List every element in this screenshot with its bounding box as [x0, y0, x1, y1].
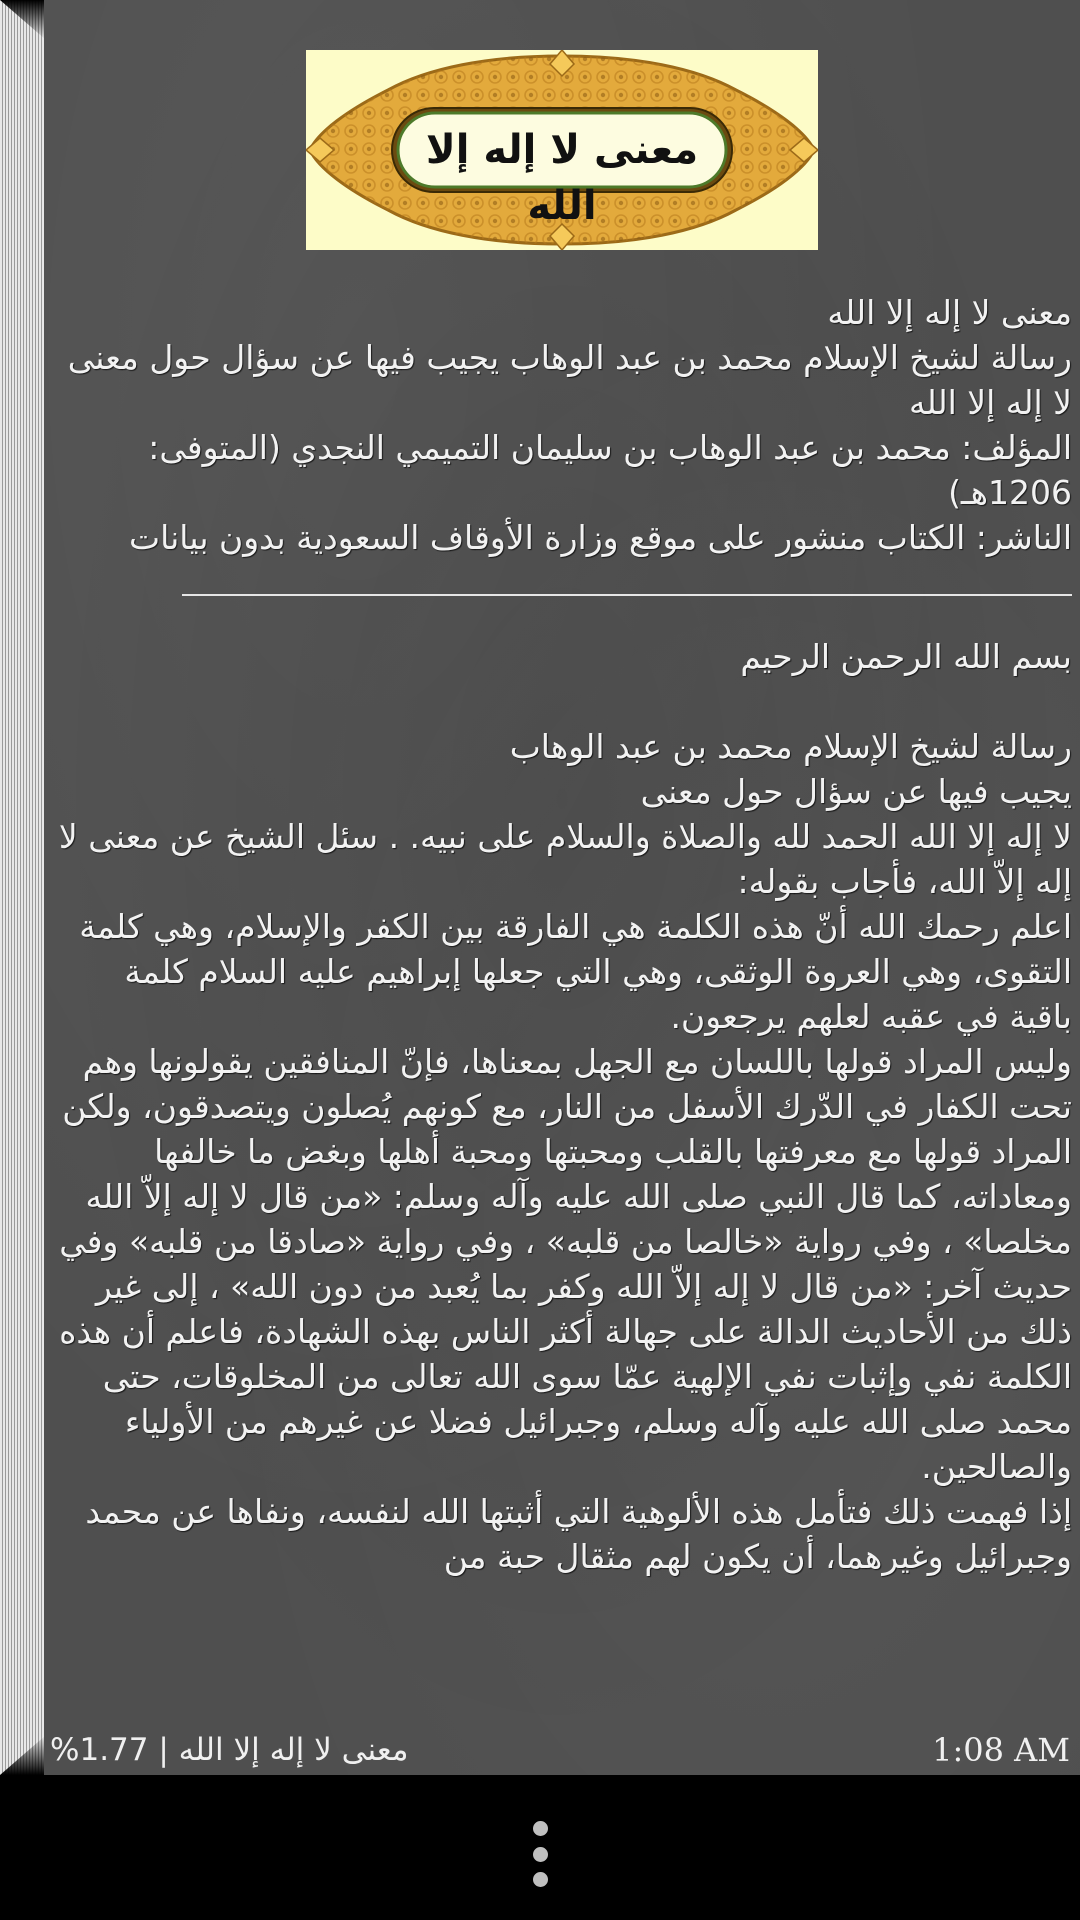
intro-line: الناشر: الكتاب منشور على موقع وزارة الأوقاف السعودية بدون بيانات — [129, 518, 1072, 557]
body-line: رسالة لشيخ الإسلام محمد بن عبد الوهاب — [509, 727, 1072, 766]
book-page-edges — [0, 0, 46, 1775]
intro-line: رسالة لشيخ الإسلام محمد بن عبد الوهاب يجيب فيها عن سؤال حول معنى لا إله إلا الله — [67, 338, 1072, 422]
menu-dot — [533, 1872, 548, 1887]
body-line: يجيب فيها عن سؤال حول معنى — [640, 772, 1072, 811]
overflow-menu-icon[interactable] — [510, 1821, 570, 1887]
title-banner — [306, 50, 818, 250]
status-separator: | — [158, 1732, 169, 1768]
section-divider — [182, 594, 1072, 596]
body-line: لا إله إلا الله الحمد لله والصلاة والسلام على نبيه. . سئل الشيخ عن معنى لا إله إلاّ الله، فأجاب بقوله: — [58, 817, 1072, 901]
intro-line: المؤلف: محمد بن عبد الوهاب بن سليمان التميمي النجدي (المتوفى: 1206هـ) — [148, 428, 1072, 512]
intro-line: معنى لا إله إلا الله — [827, 293, 1072, 332]
status-book-title: معنى لا إله إلا الله — [178, 1732, 409, 1768]
menu-dot — [533, 1847, 548, 1862]
book-text — [52, 290, 1072, 1579]
body-line: اعلم رحمك الله أنّ هذه الكلمة هي الفارقة بين الكفر والإسلام، وهي كلمة التقوى، وهي العروة الوثقى، وهي التي جعلها إبراهيم عليه السلام كلمة باقية في عقبه لعلهم يرجعون. — [79, 907, 1072, 1036]
clock: 1:08 AM — [932, 1731, 1070, 1769]
book-page[interactable] — [44, 0, 1080, 1775]
navigation-bar — [0, 1775, 1080, 1920]
reader-status-bar — [44, 1728, 1070, 1772]
banner-title: معنى لا إله إلا الله — [425, 127, 699, 229]
basmala: بسم الله الرحمن الرحيم — [740, 637, 1072, 676]
reading-progress: 1.77% — [50, 1732, 149, 1768]
paragraph-gap — [52, 679, 1072, 724]
menu-dot — [533, 1821, 548, 1836]
status-book-info — [50, 1728, 408, 1772]
body-line: إذا فهمت ذلك فتأمل هذه الألوهية التي أثبتها الله لنفسه، ونفاها عن محمد وجبرائيل وغيرهما، أن يكون لهم مثقال حبة من — [85, 1492, 1072, 1576]
body-line: وليس المراد قولها باللسان مع الجهل بمعناها، فإنّ المنافقين يقولونها وهم تحت الكفار في الدّرك الأسفل من النار، مع كونهم يُصلون ويتصدقون، ولكن المراد قولها مع معرفتها بالقلب ومحبتها ومحبة أهلها وبغض ما خالفها ومعاداته، كما قال النبي صلى الله عليه وآله وسلم: «من قال لا إله إلاّ الله مخلصا» ، وفي رواية «خالصا من قلبه» ، وفي رواية «صادقا من قلبه» وفي حديث آخر: «من قال لا إله إلاّ الله وكفر بما يُعبد من دون الله» ، إلى غير ذلك من الأحاديث الدالة على جهالة أكثر الناس بهذه الشهادة، فاعلم أن هذه الكلمة نفي وإثبات نفي الإلهية عمّا سوى الله تعالى من المخلوقات، حتى محمد صلى الله عليه وآله وسلم، وجبرائيل فضلا عن غيرهم من الأولياء والصالحين. — [59, 1042, 1072, 1486]
